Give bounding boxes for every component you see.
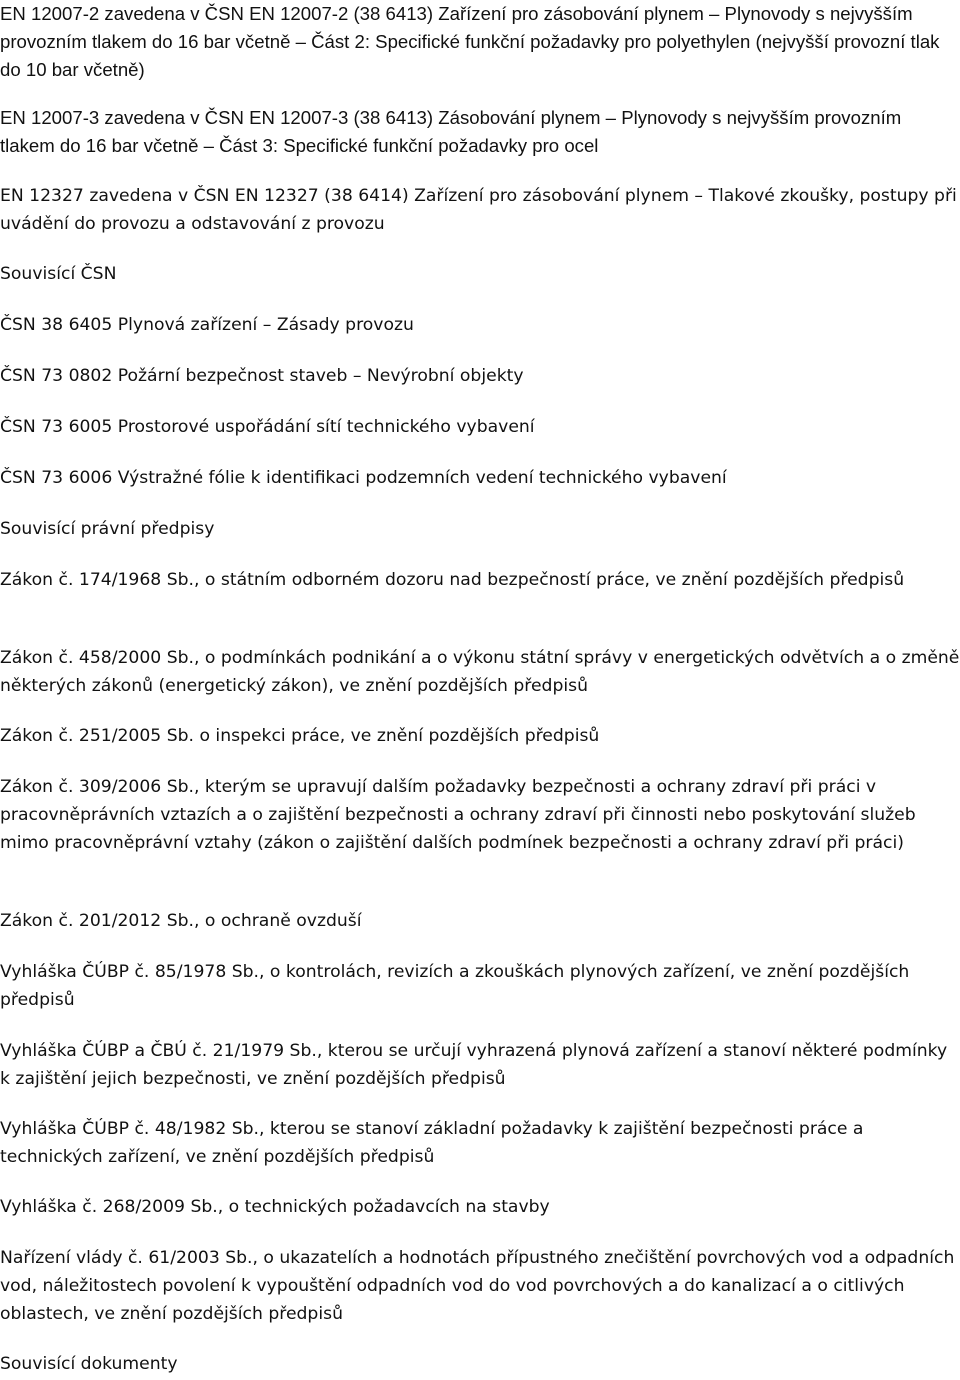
law-174-1968: Zákon č. 174/1968 Sb., o státním odborném dozoru nad bezpečností práce, ve znění pozdějších předpisů [0,570,905,590]
section-heading-documents: Souvisící dokumenty [0,1354,178,1374]
standard-en-12007-2: EN 12007-2 zavedena v ČSN EN 12007-2 (38 6413) Zařízení pro zásobování plynem – Plynovody s nejvyšším provozním tlakem do 16 bar včetně – Část 2: Specifické funkční požadavky pro polyethylen (nejvyšší provozní tlak do 10 bar včetně) [0,3,940,80]
law-309-2006: Zákon č. 309/2006 Sb., kterým se upravují dalším požadavky bezpečnosti a ochrany zdraví při práci v pracovněprávních vztazích a o zajištění bezpečnosti a ochrany zdraví při činnosti nebo poskytování služeb mimo pracovněprávní vztahy (zákon o zajištění dalších podmínek bezpečnosti a ochrany zdraví při práci) [0,777,916,853]
section-heading-legal: Souvisící právní předpisy [0,519,215,539]
law-251-2005: Zákon č. 251/2005 Sb. o inspekci práce, ve znění pozdějších předpisů [0,726,600,746]
law-201-2012: Zákon č. 201/2012 Sb., o ochraně ovzduší [0,911,362,931]
standard-csn-73-6005: ČSN 73 6005 Prostorové uspořádání sítí technického vybavení [0,417,535,437]
regulation-61-2003: Nařízení vlády č. 61/2003 Sb., o ukazatelích a hodnotách přípustného znečištění povrchových vod a odpadních vod, náležitostech povolení k vypouštění odpadních vod do vod povrchových a do kanalizací a o citlivých oblastech, ve znění pozdějších předpisů [0,1248,955,1324]
section-heading-csn: Souvisící ČSN [0,264,117,284]
decree-85-1978: Vyhláška ČÚBP č. 85/1978 Sb., o kontrolách, revizích a zkouškách plynových zařízení, ve znění pozdějších předpisů [0,962,910,1010]
decree-48-1982: Vyhláška ČÚBP č. 48/1982 Sb., kterou se stanoví základní požadavky k zajištění bezpečnosti práce a technických zařízení, ve znění pozdějších předpisů [0,1119,864,1167]
standard-en-12007-3: EN 12007-3 zavedena v ČSN EN 12007-3 (38 6413) Zásobování plynem – Plynovody s nejvyšším provozním tlakem do 16 bar včetně – Část 3: Specifické funkční požadavky pro ocel [0,107,902,156]
standard-csn-73-0802: ČSN 73 0802 Požární bezpečnost staveb – Nevýrobní objekty [0,366,524,386]
standard-csn-73-6006: ČSN 73 6006 Výstražné fólie k identifikaci podzemních vedení technického vybavení [0,468,727,488]
standard-csn-38-6405: ČSN 38 6405 Plynová zařízení – Zásady provozu [0,315,414,335]
standard-en-12327: EN 12327 zavedena v ČSN EN 12327 (38 6414) Zařízení pro zásobování plynem – Tlakové zkoušky, postupy při uvádění do provozu a odstavování z provozu [0,186,957,234]
decree-21-1979: Vyhláška ČÚBP a ČBÚ č. 21/1979 Sb., kterou se určují vyhrazená plynová zařízení a stanoví některé podmínky k zajištění jejich bezpečnosti, ve znění pozdějších předpisů [0,1041,948,1089]
law-458-2000: Zákon č. 458/2000 Sb., o podmínkách podnikání a o výkonu státní správy v energetických odvětvích a o změně některých zákonů (energetický zákon), ve znění pozdějších předpisů [0,648,960,696]
decree-268-2009: Vyhláška č. 268/2009 Sb., o technických požadavcích na stavby [0,1197,550,1217]
